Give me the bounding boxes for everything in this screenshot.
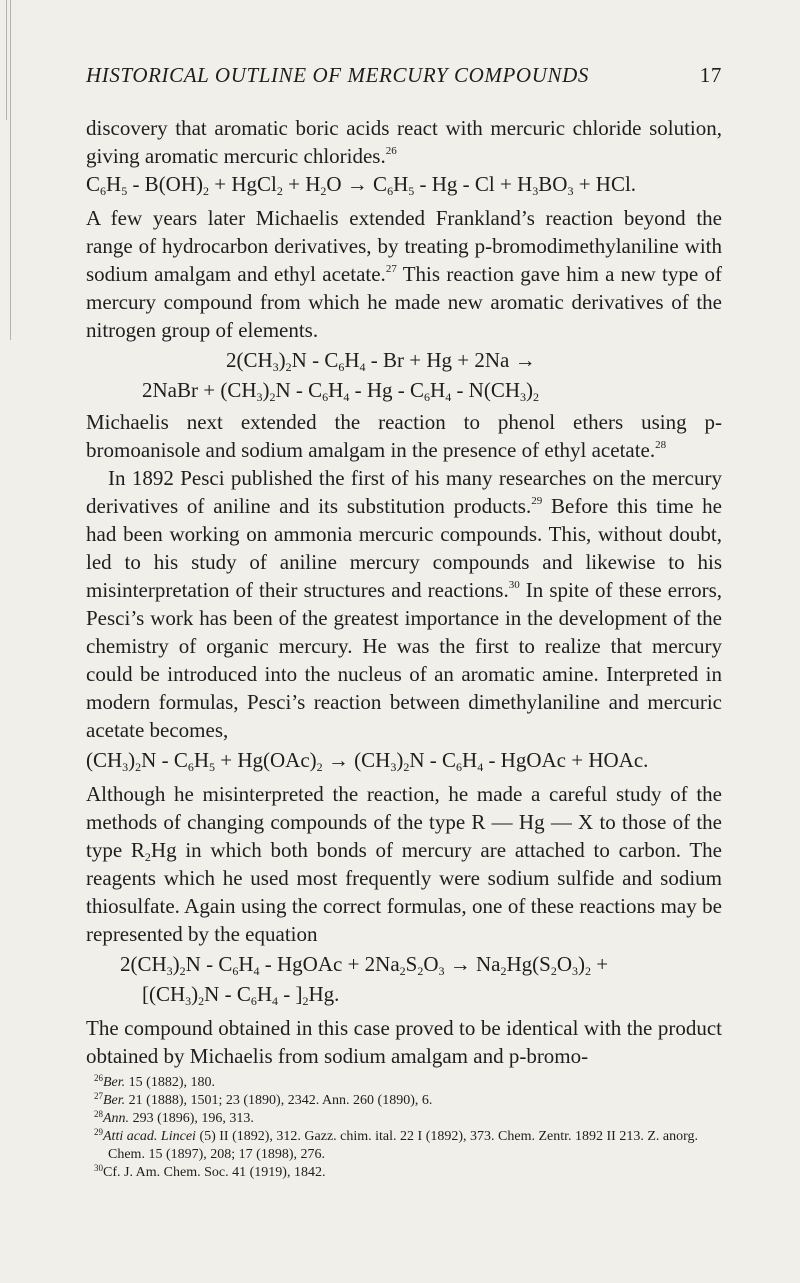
footnote: $^{28}$Ann. 293 (1896), 196, 313. (94, 1109, 254, 1126)
page-edge-line (10, 0, 11, 340)
running-header (86, 63, 722, 89)
page-number: 17 (699, 63, 722, 87)
paragraph: A few years later Michaelis extended Frankland’s reaction beyond the range of hydrocarbon derivatives, by treating p-bromodimethylaniline with sodium amalgam and ethyl acetate.$^{27}$ This reaction gave him a new type of mercury compound from which he made new aromatic derivatives of the nitrogen group of elements. (86, 206, 722, 342)
paragraph: The compound obtained in this case proved to be identical with the product obtained by Michaelis from sodium amalgam and p-bromo- (86, 1016, 722, 1068)
paragraph: discovery that aromatic boric acids react with mercuric chloride solution, giving aromatic mercuric chlorides.$^{26}$ (86, 116, 722, 168)
equation: $2(CH_3)_2N - C_6H_4 - Br + Hg + 2Na$ → (226, 348, 536, 374)
footnote-ref: 30 (508, 579, 520, 591)
footnote-ref: 29 (531, 495, 543, 507)
page-edge-line (6, 0, 7, 120)
footnote-ref: 27 (385, 263, 397, 275)
equation: $2(CH_3)_2N - C_6H_4$ - HgOAc + $2Na_2S_2O_3 \to Na_2Hg(S_2O_3)_2$ + (120, 952, 609, 978)
equation: $C_6H_5 - B(OH)_2$ + HgCl$_2$ + $H_2O \to C_6H_5 - Hg - Cl + H_3BO_3$ + HCl. (86, 172, 637, 198)
footnote: $^{29}$Atti acad. Lincei (5) II (1892), 312. Gazz. chim. ital. 22 I (1892), 373. Chem. Zentr. 1892 II 213. Z. anorg. Chem. 15 (1897), 208; 17 (1898), 276. (94, 1127, 699, 1162)
footnote-ref: 26 (385, 145, 397, 157)
paragraph: Although he misinterpreted the reaction, he made a careful study of the methods of changing compounds of the type R — Hg — X to those of the type $R_2Hg$ in which both bonds of mercury are attached to carbon. The reagents which he used most frequently were sodium sulfide and sodium thiosulfate. Again using the correct formulas, one of these reactions may be represented by the equation (86, 782, 723, 946)
footnote: $^{26}$Ber. 15 (1882), 180. (94, 1073, 215, 1090)
footnotes (86, 1074, 722, 1182)
running-title: HISTORICAL OUTLINE OF MERCURY COMPOUNDS (86, 63, 589, 87)
footnote: $^{30}$Cf. J. Am. Chem. Soc. 41 (1919), 1842. (94, 1163, 326, 1180)
paragraph: Michaelis next extended the reaction to phenol ethers using p-bromoanisole and sodium amalgam in the presence of ethyl acetate.$^{28}$ (86, 410, 722, 462)
paragraph: In 1892 Pesci published the first of his many researches on the mercury derivatives of aniline and its substitution products.$^{29}$ Before this time he had been working on ammonia mercuric compounds. This, without doubt, led to his study of aniline mercury compounds and likewise to his misinterpretation of their structures and reactions.$^{30}$ In spite of these errors, Pesci’s work has been of the greatest importance in the development of the chemistry of organic mercury. He was the first to realize that mercury could be introduced into the nucleus of an aromatic amine. Interpreted in modern formulas, Pesci’s reaction between dimethylaniline and mercuric acetate becomes, (86, 466, 722, 742)
footnote: $^{27}$Ber. 21 (1888), 1501; 23 (1890), 2342. Ann. 260 (1890), 6. (94, 1091, 433, 1108)
footnote-ref: 28 (655, 439, 667, 451)
page-body (86, 114, 722, 1182)
equation: 2NaBr + $(CH_3)_2N - C_6H_4$ - Hg - $C_6H_4 - N(CH_3)_2$ (142, 378, 540, 404)
equation: $[(CH_3)_2N - C_6H_4 - ]_2Hg$. (142, 982, 340, 1008)
equation: $(CH_3)_2N - C_6H_5 + Hg(OAc)_2 \to (CH_3)_2N - C_6H_4$ - HgOAc + HOAc. (86, 748, 649, 774)
